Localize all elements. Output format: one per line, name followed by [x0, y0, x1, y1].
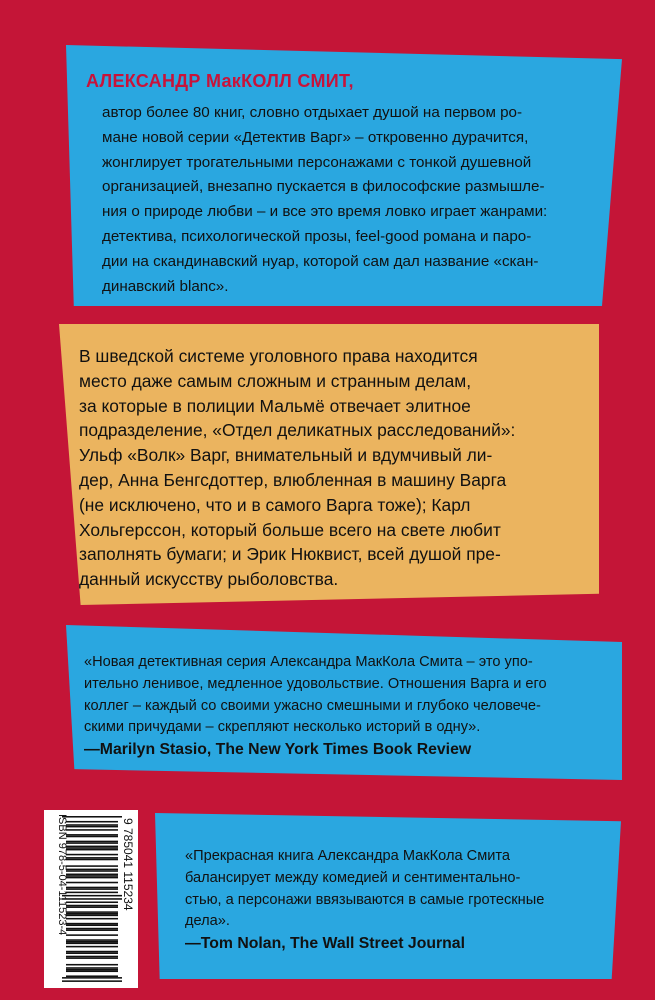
quote-line: коллег – каждый со своими ужасно смешными и глубоко человече- [84, 697, 541, 714]
barcode-bar [66, 836, 118, 838]
barcode-bar [66, 943, 118, 945]
barcode-bar [66, 847, 118, 849]
author-line: ния о природе любви – и все это время ловко играет жанрами: [102, 203, 548, 221]
barcode-bar [66, 854, 118, 856]
author-line: автор более 80 книг, словно отдыхает душой на первом ро- [102, 104, 523, 121]
author-line: организацией, внезапно пускается в философские размышле- [102, 178, 545, 196]
barcode-bar [66, 869, 118, 871]
author-line: мане новой серии «Детектив Варг» – откровенно дурачится, [102, 128, 529, 146]
annotation-line: Ульф «Волк» Варг, внимательный и вдумчивый ли- [79, 445, 493, 466]
barcode-bars [62, 816, 122, 982]
barcode-graphic [44, 810, 138, 988]
annotation-line: (не исключено, что и в самого Варга тоже); Карл [79, 494, 471, 515]
barcode-bar [66, 857, 118, 859]
barcode-guard-bar [62, 816, 122, 818]
barcode-bar [66, 939, 118, 941]
barcode-bar [66, 887, 118, 889]
quote-content [84, 652, 604, 759]
quote-panel-nyt [66, 625, 622, 780]
barcode-bar [66, 911, 118, 913]
barcode-bar [66, 888, 118, 890]
annotation-panel [59, 324, 599, 605]
barcode-bar [66, 875, 118, 877]
quote-line: стью, а персонажи ввязываются в самые гротескные [185, 891, 545, 908]
barcode-bar [66, 846, 118, 848]
author-line: жонглирует трогательными персонажами с тонкой душевной [102, 153, 532, 171]
author-line: динавский blanc». [102, 277, 229, 295]
barcode-bar [66, 826, 118, 828]
barcode-bar [66, 964, 118, 966]
barcode-bar [66, 941, 118, 943]
barcode-bar [66, 967, 118, 969]
barcode-bar [66, 924, 118, 926]
barcode-bar [66, 971, 118, 973]
barcode-bar [66, 882, 118, 884]
annotation-line: данный искусству рыболовства. [79, 569, 339, 590]
author-line: дии на скандинавский нуар, которой сам дал название «скан- [102, 252, 539, 270]
quote-content [185, 846, 605, 953]
barcode-bar [66, 877, 118, 879]
isbn-barcode [44, 810, 138, 988]
barcode-bar [66, 824, 118, 826]
barcode-bar [66, 946, 118, 948]
barcode-bar [66, 865, 118, 867]
annotation-line: В шведской системе уголовного права находится [79, 346, 478, 366]
annotation-line: место даже самым сложным и странным делам, [79, 370, 472, 391]
barcode-bar [66, 901, 118, 903]
barcode-bar [66, 834, 118, 836]
annotation-line: заполнять бумаги; и Эрик Нюквист, всей душой пре- [79, 544, 501, 565]
barcode-bar [66, 915, 118, 917]
barcode-guard-bar [62, 980, 122, 982]
author-description [86, 101, 596, 299]
barcode-bar [66, 859, 118, 861]
barcode-bar [66, 969, 118, 971]
barcode-bar [66, 874, 118, 876]
barcode-bar [66, 870, 118, 872]
quote-line: балансирует между комедией и сентиментально- [185, 869, 521, 886]
annotation-line: за которые в полиции Мальмё отвечает элитное [79, 395, 471, 416]
barcode-bar [66, 906, 118, 908]
barcode-bar [66, 956, 118, 958]
barcode-bar [66, 821, 118, 823]
quote-line: ительно ленивое, медленное удовольствие. Отношения Варга и его [84, 675, 547, 692]
quote-line: скими причудами – скрепляют несколько историй в одну». [84, 719, 481, 736]
barcode-bar [66, 952, 118, 954]
barcode-bar [66, 918, 118, 920]
annotation-text [79, 344, 579, 592]
author-panel-content [86, 71, 596, 299]
barcode-bar [66, 929, 118, 931]
barcode-bar [66, 934, 118, 936]
barcode-bar [66, 928, 118, 930]
barcode-bar [66, 841, 118, 843]
barcode-bar [66, 842, 118, 844]
barcode-bar [66, 951, 118, 953]
barcode-bar [66, 923, 118, 925]
barcode-guard-bar [62, 898, 122, 900]
author-panel [66, 45, 622, 306]
annotation-line: дер, Анна Бенгсдоттер, влюбленная в машину Варга [79, 469, 507, 490]
barcode-guard-bar [62, 895, 122, 897]
quote-source: —Marilyn Stasio, The New York Times Book Review [84, 741, 472, 759]
barcode-bar [66, 975, 118, 977]
barcode-bar [66, 849, 118, 851]
author-line: детектива, психологической прозы, feel-good романа и паро- [102, 227, 532, 245]
barcode-bar [66, 957, 118, 959]
isbn-label: ISBN 978-5-04-111523-4 [56, 814, 68, 936]
annotation-line: подразделение, «Отдел деликатных расследований»: [79, 420, 516, 441]
barcode-bar [66, 892, 118, 894]
quote-line: дела». [185, 913, 230, 930]
annotation-line: Хольгерссон, который больше всего на свете любит [79, 519, 501, 540]
author-name: АЛЕКСАНДР МакКОЛЛ СМИТ, [86, 71, 354, 91]
quote-text [185, 846, 605, 933]
barcode-bar [66, 905, 118, 907]
quote-text [84, 652, 604, 739]
quote-source: —Tom Nolan, The Wall Street Journal [185, 935, 465, 953]
barcode-guard-bar [62, 977, 122, 979]
barcode-bar [66, 913, 118, 915]
barcode-bar [66, 829, 118, 831]
quote-line: «Новая детективная серия Александра МакКола Смита – это упо- [84, 654, 533, 670]
quote-line: «Прекрасная книга Александра МакКола Смита [185, 848, 511, 864]
barcode-number: 9 785041 115234 [121, 818, 135, 911]
quote-panel-wsj [155, 813, 621, 979]
